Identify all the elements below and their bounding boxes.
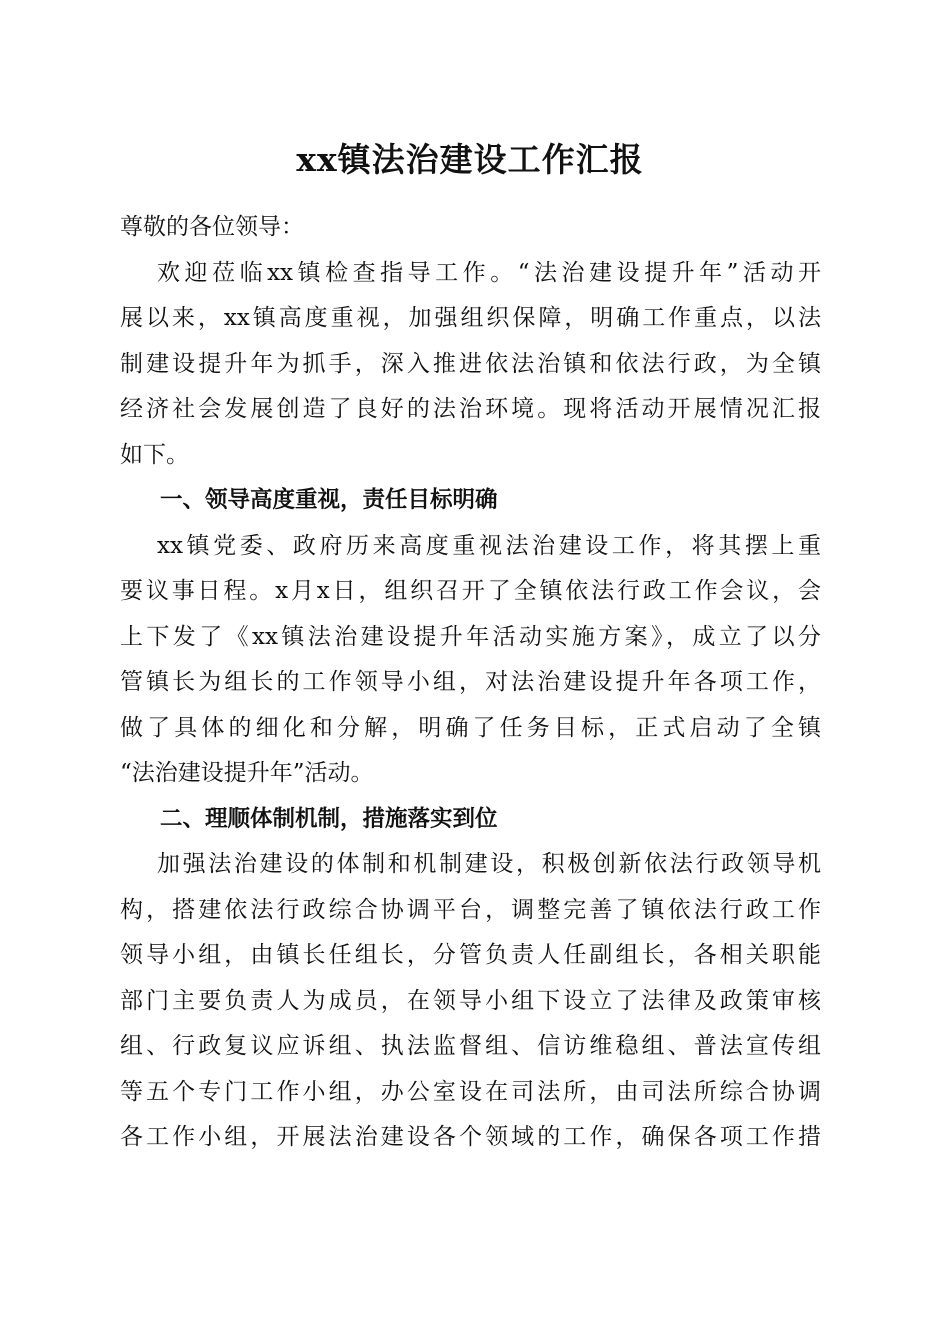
paragraph-line: 等五个专门工作小组，办公室设在司法所，由司法所综合协调 bbox=[120, 1078, 821, 1105]
paragraph-line: 做了具体的细化和分解，明确了任务目标，正式启动了全镇 bbox=[120, 714, 821, 741]
paragraph-line: “法治建设提升年”活动。 bbox=[120, 760, 374, 786]
document-body bbox=[120, 205, 821, 1161]
paragraph-line: 经济社会发展创造了良好的法治环境。现将活动开展情况汇报 bbox=[120, 396, 821, 422]
intro-paragraph bbox=[120, 251, 821, 479]
paragraph-line: 上下发了《xx镇法治建设提升年活动实施方案》，成立了以分 bbox=[120, 623, 821, 650]
paragraph-line: 组、行政复议应诉组、执法监督组、信访维稳组、普法宣传组 bbox=[120, 1033, 821, 1059]
paragraph-line: 各工作小组，开展法治建设各个领域的工作，确保各项工作措 bbox=[120, 1124, 821, 1150]
section-1-paragraph bbox=[120, 524, 821, 797]
paragraph-line: 如下。 bbox=[120, 441, 189, 468]
paragraph-line: 管镇长为组长的工作领导小组，对法治建设提升年各项工作， bbox=[120, 669, 821, 695]
paragraph-line: xx镇党委、政府历来高度重视法治建设工作，将其摆上重 bbox=[157, 532, 821, 559]
paragraph-line: 部门主要负责人为成员，在领导小组下设立了法律及政策审核 bbox=[120, 987, 821, 1014]
section-2-paragraph bbox=[120, 842, 821, 1161]
paragraph-line: 构，搭建依法行政综合协调平台，调整完善了镇依法行政工作 bbox=[120, 896, 821, 923]
paragraph-line: 领导小组，由镇长任组长，分管负责人任副组长，各相关职能 bbox=[120, 942, 821, 968]
document-title: xx镇法治建设工作汇报 bbox=[296, 140, 644, 179]
salutation: 尊敬的各位领导： bbox=[120, 214, 304, 240]
paragraph-line: 加强法治建设的体制和机制建设，积极创新依法行政领导机 bbox=[157, 851, 821, 877]
paragraph-line: 展以来，xx镇高度重视，加强组织保障，明确工作重点，以法 bbox=[120, 305, 821, 331]
paragraph-line: 制建设提升年为抓手，深入推进依法治镇和依法行政，为全镇 bbox=[120, 350, 821, 377]
paragraph-line: 要议事日程。x月x日，组织召开了全镇依法行政工作会议，会 bbox=[120, 578, 821, 604]
section-heading-2: 二、理顺体制机制，措施落实到位 bbox=[160, 805, 498, 832]
section-heading-1: 一、领导高度重视，责任目标明确 bbox=[160, 487, 498, 513]
paragraph-line: 欢迎莅临xx镇检查指导工作。“法治建设提升年”活动开 bbox=[157, 259, 821, 286]
